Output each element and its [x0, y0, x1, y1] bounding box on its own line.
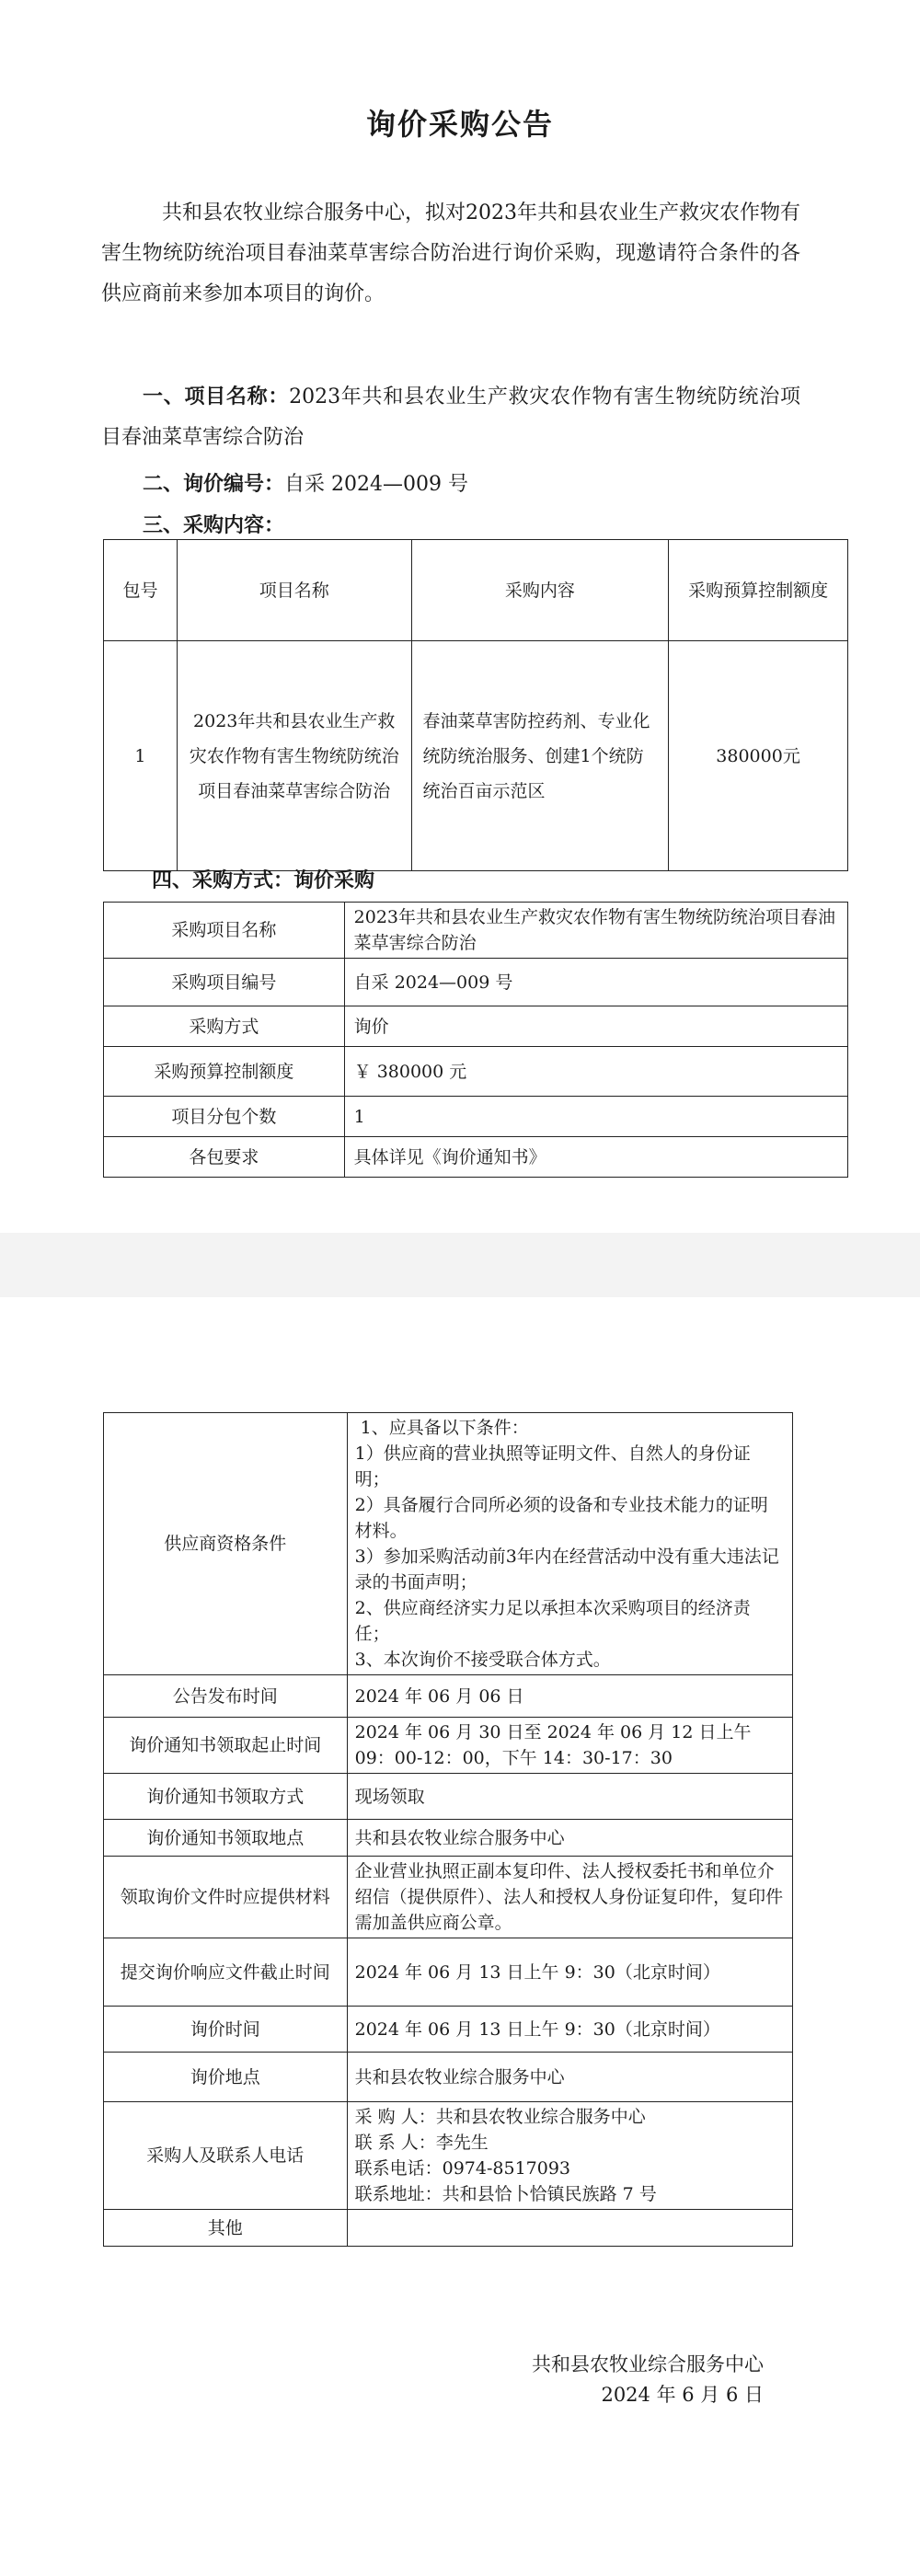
- detail-key: 询价地点: [104, 2053, 348, 2102]
- detail-value: 2024 年 06 月 06 日: [347, 1675, 792, 1718]
- document-page-1: [0, 0, 920, 1233]
- table-row: [104, 1047, 848, 1097]
- table-row: [104, 1006, 848, 1047]
- qualification-line: 3）参加采购活动前3年内在经营活动中没有重大违法记录的书面声明；: [354, 1547, 779, 1593]
- signature-date: 2024 年 6 月 6 日: [601, 2384, 764, 2406]
- detail-key: 领取询价文件时应提供材料: [104, 1857, 348, 1938]
- detail-key: 询价时间: [104, 2007, 348, 2053]
- detail-value: 2024 年 06 月 30 日至 2024 年 06 月 12 日上午 09：00-12：00，下午 14：30-17：30: [347, 1718, 792, 1774]
- table-row: [104, 1097, 848, 1137]
- detail-key: 询价通知书领取方式: [104, 1774, 348, 1820]
- header-procurement-content: 采购内容: [411, 540, 669, 641]
- section-inquiry-number-value: 自采 2024—009 号: [284, 473, 468, 496]
- section-inquiry-number-label: 二、询价编号：: [143, 473, 285, 496]
- summary-value: 询价: [344, 1006, 847, 1047]
- qualification-value: [347, 1413, 792, 1675]
- cell-project-name: 2023年共和县农业生产救灾农作物有害生物统防统治项目春油菜草害综合防治: [177, 641, 411, 871]
- summary-key: 采购方式: [104, 1006, 345, 1047]
- summary-key: 采购预算控制额度: [104, 1047, 345, 1097]
- table-row: [104, 959, 848, 1006]
- section-procurement-content-label: 三、采购内容：: [143, 514, 285, 537]
- section-procurement-method: [152, 861, 851, 902]
- detail-key: 公告发布时间: [104, 1675, 348, 1718]
- summary-value: 具体详见《询价通知书》: [344, 1137, 847, 1178]
- qualification-key: 供应商资格条件: [104, 1413, 348, 1675]
- section-project-name-value: 2023年共和县农业生产救灾农作物有害生物统防统治项目春油菜草害综合防治: [101, 385, 800, 449]
- page-gap: [0, 1233, 920, 1297]
- table-row: [104, 2210, 793, 2247]
- table-row: [104, 1413, 793, 1675]
- contact-line: 联 系 人：李先生: [354, 2133, 489, 2153]
- summary-key: 项目分包个数: [104, 1097, 345, 1137]
- page-title: 询价采购公告: [365, 107, 554, 142]
- table-row: [104, 641, 848, 871]
- table-row: [104, 1857, 793, 1938]
- detail-key: 提交询价响应文件截止时间: [104, 1938, 348, 2007]
- inquiry-details-table: [103, 1412, 793, 2247]
- table-row: [104, 2102, 793, 2210]
- table-row: [104, 1137, 848, 1178]
- contact-line: 联系地址：共和县恰卜恰镇民族路 7 号: [354, 2184, 657, 2204]
- procurement-content-table: [103, 539, 848, 871]
- detail-value: 共和县农牧业综合服务中心: [347, 2053, 792, 2102]
- detail-value: 2024 年 06 月 13 日上午 9：30（北京时间）: [347, 1938, 792, 2007]
- qualification-line: 2）具备履行合同所必须的设备和专业技术能力的证明材料。: [354, 1495, 768, 1541]
- table-row: [104, 1718, 793, 1774]
- detail-value: 2024 年 06 月 13 日上午 9：30（北京时间）: [347, 2007, 792, 2053]
- summary-value: 2023年共和县农业生产救灾农作物有害生物统防统治项目春油菜草害综合防治: [344, 903, 847, 959]
- cell-procurement-content: 春油菜草害防控药剂、专业化统防统治服务、创建1个统防统治百亩示范区: [411, 641, 669, 871]
- qualification-line: 1、应具备以下条件：: [360, 1418, 529, 1438]
- section-procurement-method-label: 四、采购方式：询价采购: [152, 869, 375, 892]
- contact-value: [347, 2102, 792, 2210]
- detail-key: 询价通知书领取地点: [104, 1820, 348, 1857]
- cell-package-no: 1: [104, 641, 178, 871]
- summary-key: 采购项目编号: [104, 959, 345, 1006]
- procurement-summary-table: [103, 902, 848, 1178]
- table-header-row: [104, 540, 848, 641]
- detail-value: 共和县农牧业综合服务中心: [347, 1820, 792, 1857]
- table-row: [104, 1938, 793, 2007]
- qualification-line: 2、供应商经济实力足以承担本次采购项目的经济责任；: [354, 1598, 751, 1644]
- qualification-line: 3、本次询价不接受联合体方式。: [354, 1650, 611, 1670]
- detail-value: 现场领取: [347, 1774, 792, 1820]
- detail-value: 企业营业执照正副本复印件、法人授权委托书和单位介绍信（提供原件）、法人和授权人身份证复印件，复印件需加盖供应商公章。: [347, 1857, 792, 1938]
- intro-paragraph: 共和县农牧业综合服务中心，拟对2023年共和县农业生产救灾农作物有害生物统防统治项目春油菜草害综合防治进行询价采购，现邀请符合条件的各供应商前来参加本项目的询价。: [101, 201, 800, 305]
- qualification-line: 1）供应商的营业执照等证明文件、自然人的身份证明；: [354, 1443, 751, 1489]
- header-project-name: 项目名称: [177, 540, 411, 641]
- summary-value: ￥ 380000 元: [344, 1047, 847, 1097]
- summary-key: 采购项目名称: [104, 903, 345, 959]
- cell-budget: 380000元: [669, 641, 848, 871]
- table-row: [104, 1820, 793, 1857]
- section-inquiry-number: [101, 465, 800, 505]
- header-budget: 采购预算控制额度: [669, 540, 848, 641]
- section-project-name-label: 一、项目名称：: [143, 385, 290, 408]
- summary-value: 1: [344, 1097, 847, 1137]
- contact-line: 联系电话：0974-8517093: [354, 2158, 571, 2179]
- table-row: [104, 903, 848, 959]
- table-row: [104, 1675, 793, 1718]
- summary-value: 自采 2024—009 号: [344, 959, 847, 1006]
- table-row: [104, 2053, 793, 2102]
- document-page-2: [0, 1297, 920, 2576]
- contact-line: 采 购 人：共和县农牧业综合服务中心: [354, 2107, 646, 2127]
- other-value: [347, 2210, 792, 2247]
- other-key: 其他: [104, 2210, 348, 2247]
- table-row: [104, 2007, 793, 2053]
- contact-key: 采购人及联系人电话: [104, 2102, 348, 2210]
- signature-organization: 共和县农牧业综合服务中心: [532, 2353, 764, 2375]
- summary-key: 各包要求: [104, 1137, 345, 1178]
- detail-key: 询价通知书领取起止时间: [104, 1718, 348, 1774]
- section-project-name: [101, 377, 800, 458]
- header-package-no: 包号: [104, 540, 178, 641]
- table-row: [104, 1774, 793, 1820]
